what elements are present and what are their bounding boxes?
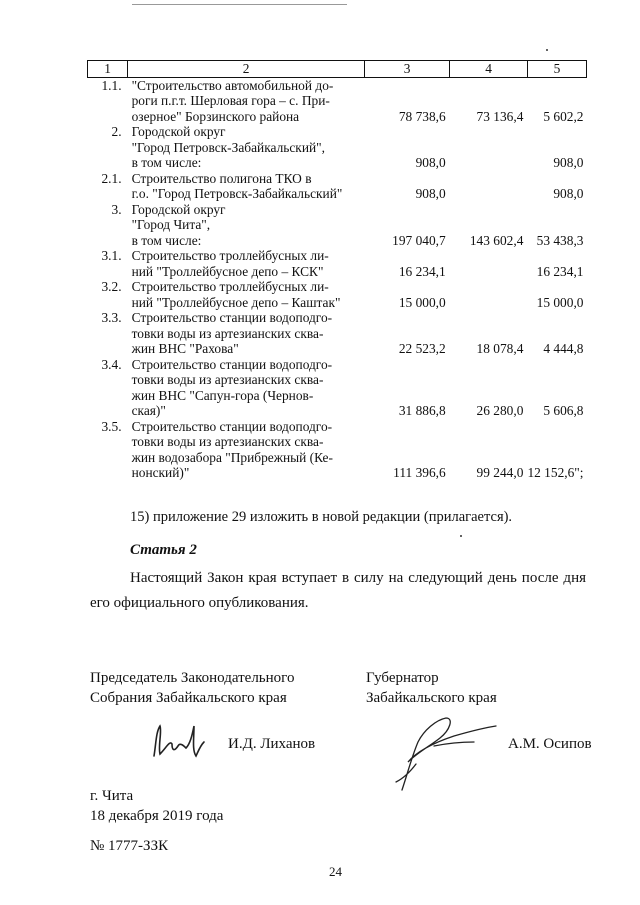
governor-title-line: Губернатор [366,670,439,686]
chairman-name: И.Д. Лиханов [228,736,316,752]
description-line: Строительство полигона ТКО в [131,170,312,186]
description-line: Строительство троллейбусных ли- [131,248,329,263]
place: г. Чита [90,788,134,804]
amount-c5: 4 444,8 [543,341,584,356]
table-row [88,279,587,310]
page-number: 24 [329,864,342,879]
top-rule [132,4,347,5]
scan-speck [546,49,548,51]
governor-block [366,668,497,708]
table-row [88,77,587,124]
amount-c3: 908,0 [415,155,446,170]
amount-c4 [450,124,528,171]
amount-c3: 16 234,1 [398,263,446,279]
description-line: Строительство станции водоподго- [131,310,333,325]
description-line: г.о. "Город Петровск-Забайкальский" [131,186,343,201]
amount-c4: 73 136,4 [476,108,524,124]
header-cell: 4 [450,61,528,78]
amount-c3: 908,0 [415,186,446,201]
amount-c5: 12 152,6"; [527,465,584,480]
row-description [128,310,365,357]
table-row [88,171,587,202]
description-line: в том числе: [131,232,202,248]
amendment-text: 15) приложение 29 изложить в новой редакции (прилагается). [130,509,513,525]
row-number: 3.4. [101,356,122,372]
amount-c5: 5 606,8 [543,403,584,418]
place-date-block [90,786,223,826]
amount-c4: 99 244,0 [476,465,524,480]
description-line: товки воды из артезианских сква- [131,372,324,387]
description-line: Строительство станции водоподго- [131,418,333,434]
governor-name: А.М. Осипов [508,736,592,752]
row-description [128,124,365,171]
amount-c4: 143 602,4 [469,232,524,248]
table-row [88,248,587,279]
table-row [88,124,587,171]
header-cell: 2 [128,61,365,78]
table-header-row [88,61,587,78]
row-number: 2.1. [101,170,122,186]
description-line: товки воды из артезианских сква- [131,434,324,449]
description-line: жин ВНС "Рахова" [131,341,239,356]
table-row [88,202,587,249]
amount-c5: 908,0 [553,186,584,201]
header-cell: 5 [527,61,586,78]
description-line: ний "Троллейбусное депо – КСК" [131,263,324,279]
row-number: 3. [111,201,122,217]
amount-c3: 111 396,6 [393,465,446,480]
description-line: ская)" [131,403,166,418]
table-row [88,310,587,357]
chairman-title-line: Собрания Забайкальского края [90,690,287,706]
row-number: 3.3. [101,310,122,325]
date: 18 декабря 2019 года [90,808,224,824]
amount-c4 [450,279,528,310]
row-number: 3.5. [101,418,122,434]
row-number: 2. [111,124,122,139]
description-line: Строительство троллейбусных ли- [131,279,329,294]
amount-c5: 53 438,3 [536,232,584,248]
governor-title-line: Забайкальского края [366,690,497,706]
document-number: № 1777-ЗЗК [90,838,169,854]
amount-c4 [450,171,528,202]
amount-c5: 16 234,1 [536,263,584,279]
table-row [88,357,587,419]
amount-c4: 18 078,4 [476,341,524,356]
row-number: 3.2. [101,279,122,294]
description-line: Городской округ [131,124,226,139]
row-description [128,357,365,419]
amount-c3: 78 738,6 [398,108,446,124]
amount-c3: 31 886,8 [398,403,446,418]
amount-c3: 197 040,7 [392,232,446,248]
row-description [128,248,365,279]
description-line: "Строительство автомобильной до- [131,77,334,93]
row-description [128,171,365,202]
header-cell: 1 [88,61,128,78]
article-body: Настоящий Закон края вступает в силу на следующий день после дня его официального опубликования. [90,570,586,611]
description-line: нонский)" [131,465,190,480]
table-body [88,77,587,481]
amount-c5: 15 000,0 [536,294,584,310]
table-row [88,419,587,481]
amount-c5: 908,0 [553,155,584,170]
row-description [128,419,365,481]
chairman-signature [148,722,208,760]
chairman-block [90,668,294,708]
row-description [128,279,365,310]
description-line: товки воды из артезианских сква- [131,325,324,341]
amount-c4: 26 280,0 [476,403,524,418]
article-title: Статья 2 [130,542,197,558]
header-cell: 3 [365,61,450,78]
amount-c4 [450,248,528,279]
row-description [128,77,365,124]
row-number: 1.1. [101,77,122,93]
amount-c3: 22 523,2 [398,341,446,356]
description-line: жин водозабора "Прибрежный (Ке- [131,449,333,465]
description-line: Строительство станции водоподго- [131,356,333,372]
description-line: озерное" Борзинского района [131,108,300,124]
description-line: "Город Петровск-Забайкальский", [131,139,325,155]
row-number: 3.1. [101,248,122,263]
chairman-title-line: Председатель Законодательного [90,670,295,686]
amount-c5: 5 602,2 [543,108,584,124]
description-line: роги п.г.т. Шерловая гора – с. При- [131,93,330,108]
governor-signature [388,712,500,794]
description-line: в том числе: [131,155,202,170]
scan-speck [460,535,462,537]
budget-table [87,60,587,481]
amount-c3: 15 000,0 [398,294,446,310]
description-line: "Город Чита", [131,217,211,232]
description-line: ний "Троллейбусное депо – Каштак" [131,294,341,310]
row-description [128,202,365,249]
description-line: жин ВНС "Сапун-гора (Чернов- [131,387,314,403]
description-line: Городской округ [131,201,226,217]
